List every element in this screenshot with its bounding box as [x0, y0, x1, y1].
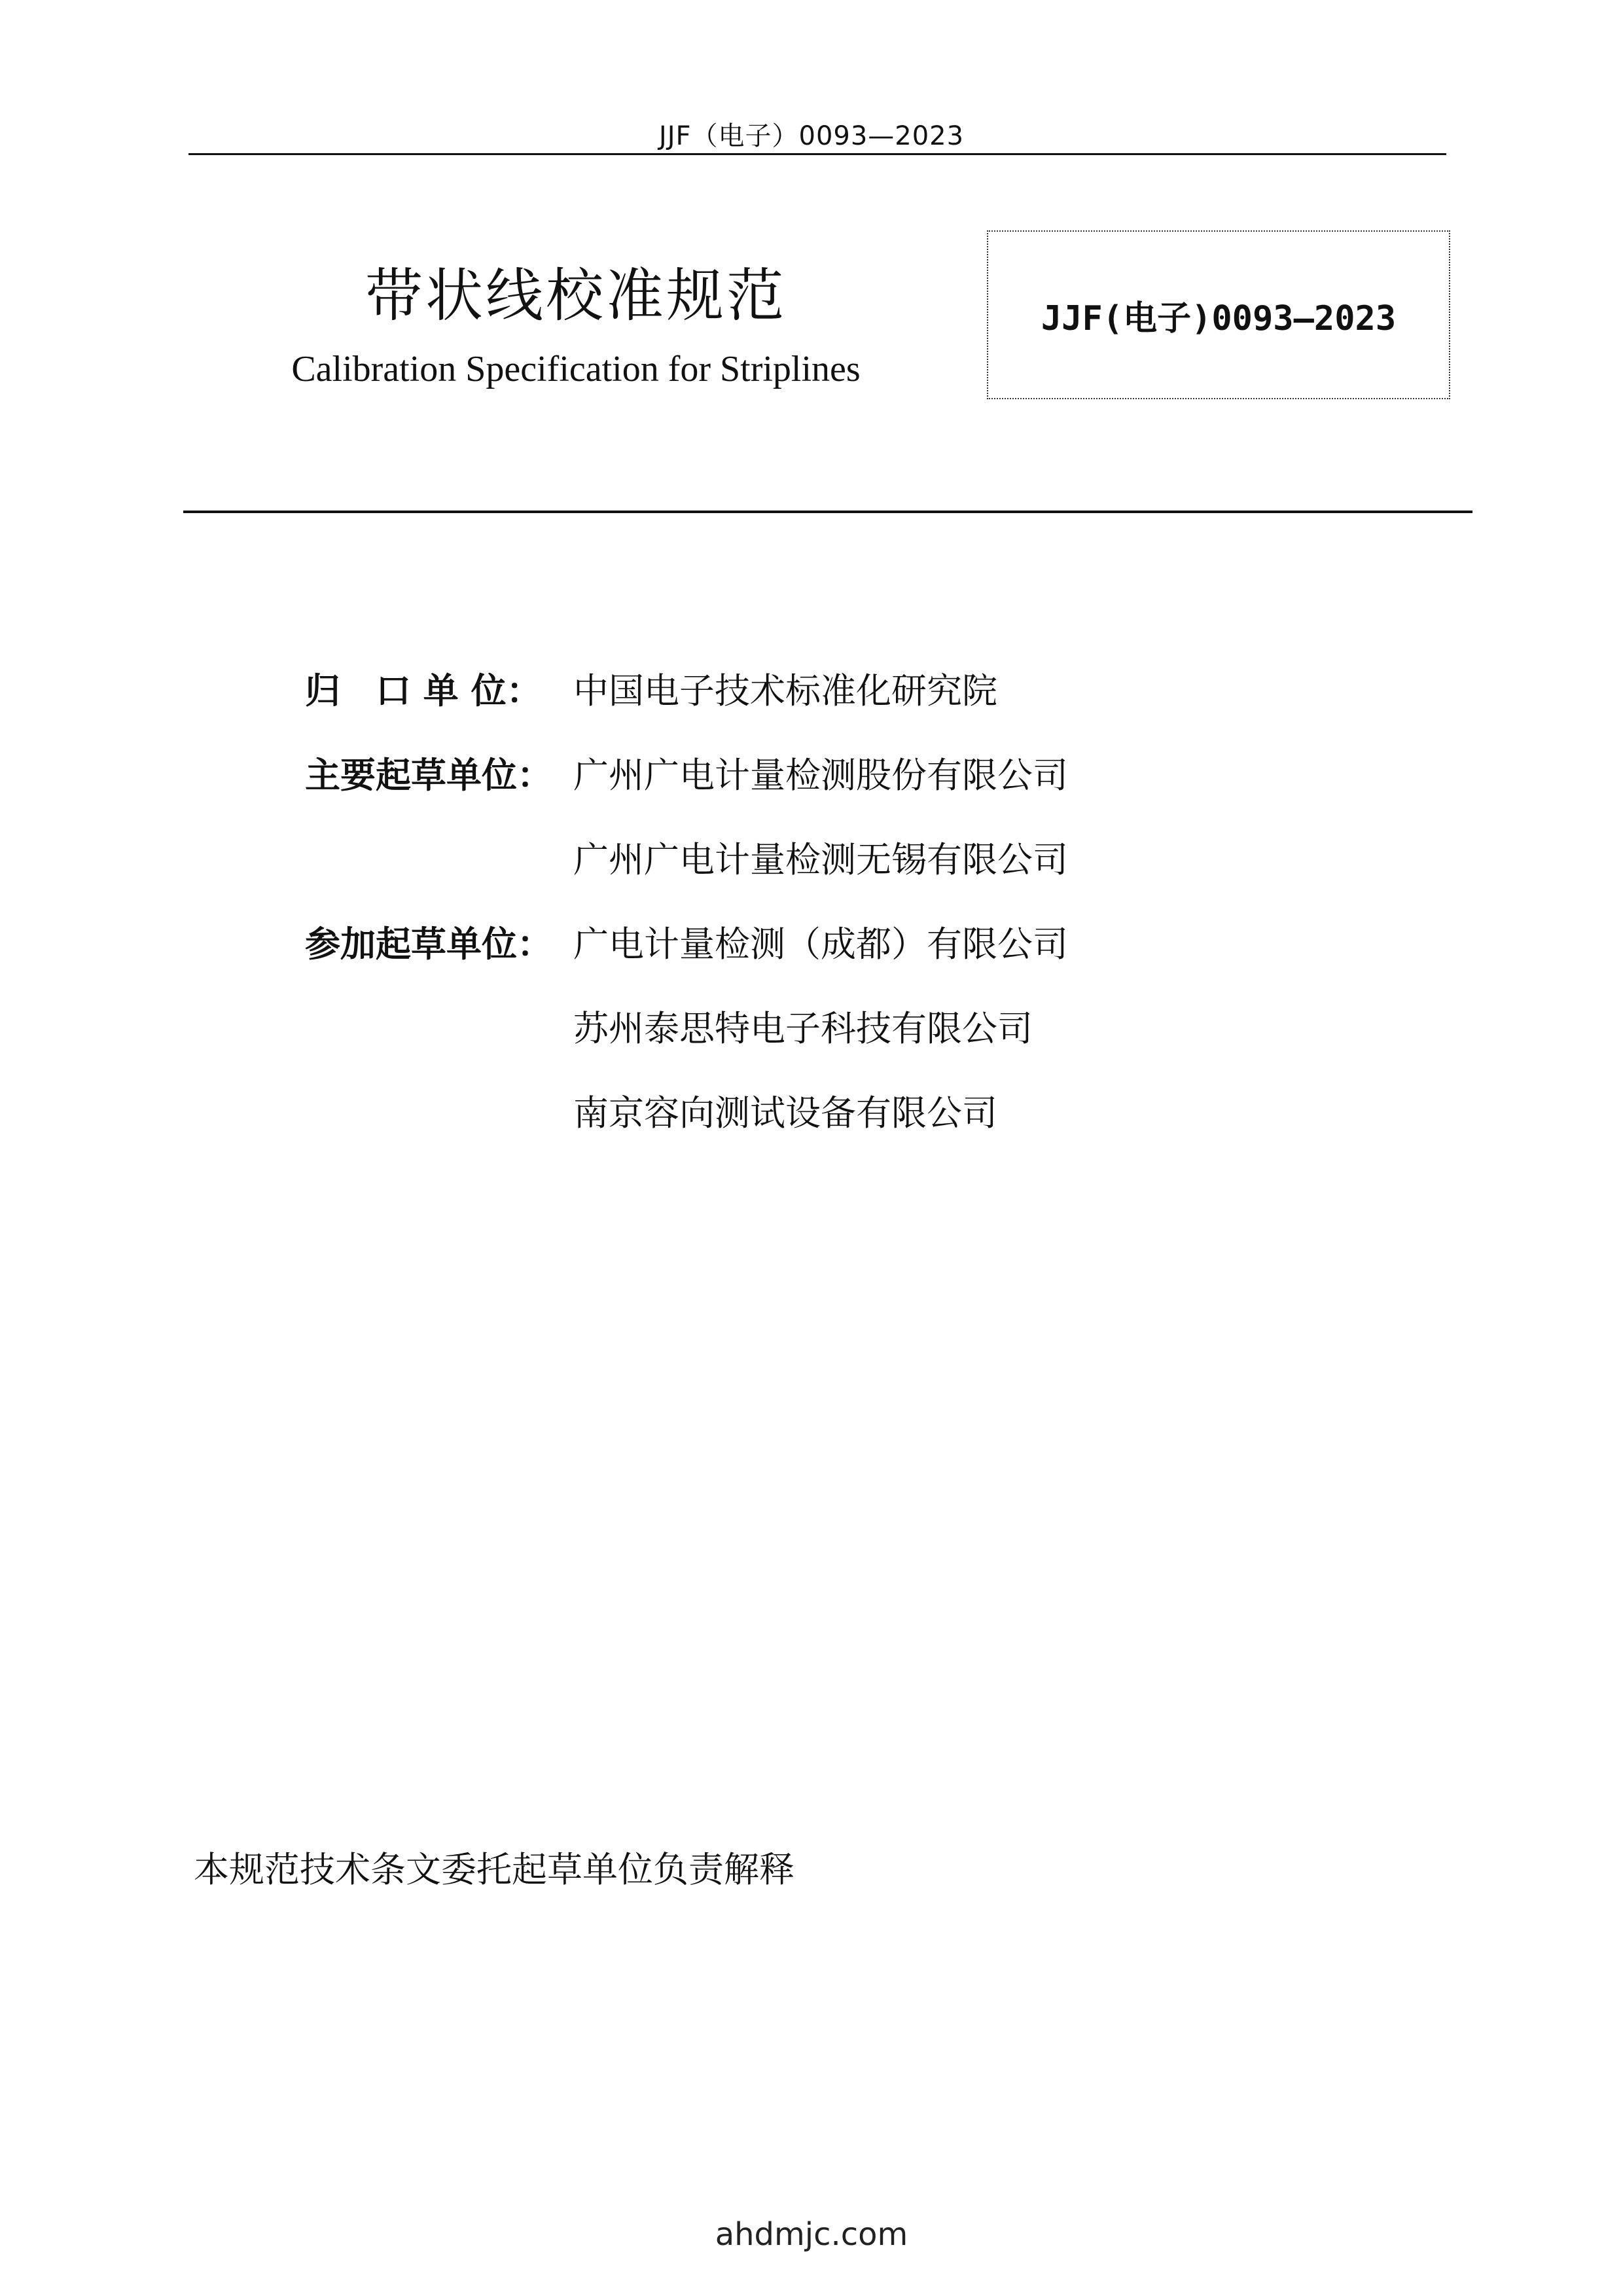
title-divider — [183, 511, 1472, 513]
interpretation-note: 本规范技术条文委托起草单位负责解释 — [194, 1849, 794, 1890]
unit-row-responsible — [305, 661, 1352, 745]
unit-row-main-drafter-2 — [305, 830, 1352, 914]
unit-label: 参加起草单位： — [305, 924, 552, 965]
unit-row-participating-drafter-3 — [305, 1083, 1352, 1168]
drafting-units-list — [305, 661, 1352, 1168]
unit-value: 广州广电计量检测无锡有限公司 — [573, 839, 1068, 880]
unit-value: 苏州泰思特电子科技有限公司 — [573, 1008, 1033, 1049]
document-title-english: Calibration Specification for Striplines — [291, 349, 861, 389]
unit-value: 广州广电计量检测股份有限公司 — [573, 755, 1068, 796]
unit-value: 南京容向测试设备有限公司 — [573, 1092, 997, 1134]
standard-code-box — [987, 230, 1450, 399]
document-title-chinese: 带状线校准规范 — [365, 262, 787, 329]
unit-row-participating-drafter — [305, 914, 1352, 999]
standard-code: JJF(电子)0093—2023 — [1041, 298, 1397, 338]
unit-value: 中国电子技术标准化研究院 — [573, 670, 997, 711]
watermark: ahdmjc.com — [715, 2216, 908, 2253]
unit-label: 主要起草单位： — [305, 755, 552, 796]
unit-label: 归 口 单 位： — [305, 670, 542, 711]
header-divider — [188, 153, 1446, 155]
unit-value: 广电计量检测（成都）有限公司 — [573, 924, 1068, 965]
header-code: JJF（电子）0093—2023 — [658, 121, 965, 151]
unit-row-participating-drafter-2 — [305, 999, 1352, 1083]
unit-row-main-drafter — [305, 745, 1352, 830]
